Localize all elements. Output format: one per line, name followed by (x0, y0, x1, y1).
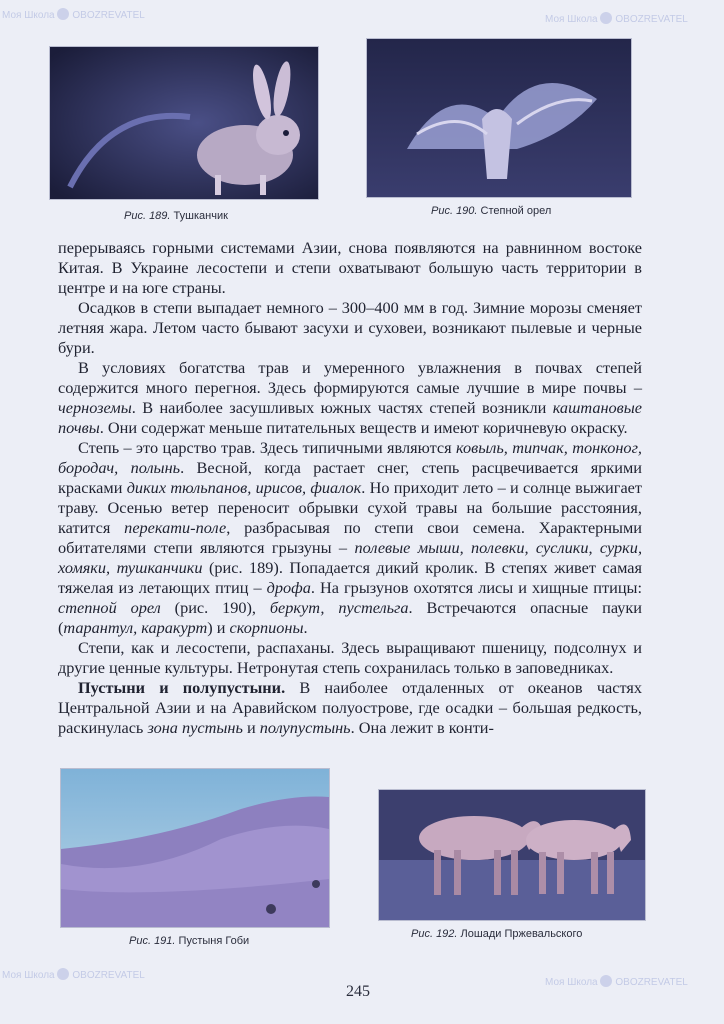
caption-number: Рис. 190. (431, 205, 478, 217)
watermark: Моя Школа OBOZREVATEL (2, 970, 145, 981)
figure-189-jerboa-photo (49, 46, 319, 200)
watermark: Моя Школа OBOZREVATEL (545, 14, 688, 25)
watermark-logo-icon (600, 975, 612, 987)
section-heading-deserts: Пустыни и полупустыни. (78, 678, 286, 697)
figure-190-eagle-photo (366, 38, 632, 198)
figure-190-caption (431, 205, 551, 217)
caption-number: Рис. 189. (124, 210, 171, 222)
caption-number: Рис. 192. (411, 928, 458, 940)
figure-191-gobi-desert-photo (60, 768, 330, 928)
watermark-logo-icon (57, 968, 69, 980)
paragraph-4: Степь – это царство трав. Здесь типичными являются ковыль, типчак, тонконог, бородач, полынь. Весной, когда растает снег, степь расцвечивается яркими красками диких тюльпанов, ирисов, фиалок. Но приходит лето – и солнце выжигает траву. Осенью ветер переносит обрывки сухой травы на большие расстояния, катится перекати-поле, разбрасывая по степи свои семена. Характерными обитателями степи являются грызуны – полевые мыши, полевки, суслики, сурки, хомяки, тушканчики (рис. 189). Попадается дикий кролик. В степях живет самая тяжелая из летающих птиц – дрофа. На грызунов охотятся лисы и хищные птицы: степной орел (рис. 190), беркут, пустельга. Встречаются опасные пауки (тарантул, каракурт) и скорпионы. (58, 438, 643, 637)
paragraph-6: Пустыни и полупустыни. В наиболее отдаленных от океанов частях Центральной Азии и на Аравийском полуострове, где осадки – большая редкость, раскинулась зона пустынь и полупустынь. Она лежит в конти- (58, 678, 642, 737)
caption-text: Лошади Пржевальского (460, 928, 583, 940)
figure-189-caption (124, 210, 228, 222)
paragraph-5: Степи, как и лесостепи, распаханы. Здесь выращивают пшеницу, подсолнух и другие ценные культуры. Нетронутая степь сохранилась только в заповедниках. (58, 638, 642, 677)
caption-text: Степной орел (480, 205, 552, 217)
watermark: Моя Школа OBOZREVATEL (545, 977, 688, 988)
paragraph-1: перерываясь горными системами Азии, снова появляются на равнинном востоке Китая. В Украине лесостепи и степи охватывают большую часть территории в центре и на юге страны. (58, 238, 642, 297)
figure-192-caption (411, 928, 582, 940)
caption-text: Пустыня Гоби (178, 935, 250, 947)
paragraph-3: В условиях богатства трав и умеренного увлажнения в почвах степей содержится много перегноя. Здесь формируются самые лучшие в мире почвы – черноземы. В наиболее засушливых южных частях степей возникли каштановые почвы. Они содержат меньше питательных веществ и имеют коричневую окраску. (58, 358, 642, 437)
watermark-logo-icon (600, 12, 612, 24)
watermark: Моя Школа OBOZREVATEL (2, 10, 145, 21)
caption-number: Рис. 191. (129, 935, 176, 947)
page-number: 245 (346, 983, 370, 1000)
figure-192-przewalski-horses-photo (378, 789, 646, 921)
figure-191-caption (129, 935, 249, 947)
caption-text: Тушканчик (173, 210, 228, 222)
watermark-logo-icon (57, 8, 69, 20)
main-text (58, 238, 642, 738)
paragraph-2: Осадков в степи выпадает немного – 300–400 мм в год. Зимние морозы сменяет летняя жара. Летом часто бывают засухи и суховеи, возникают пылевые и черные бури. (58, 298, 642, 357)
